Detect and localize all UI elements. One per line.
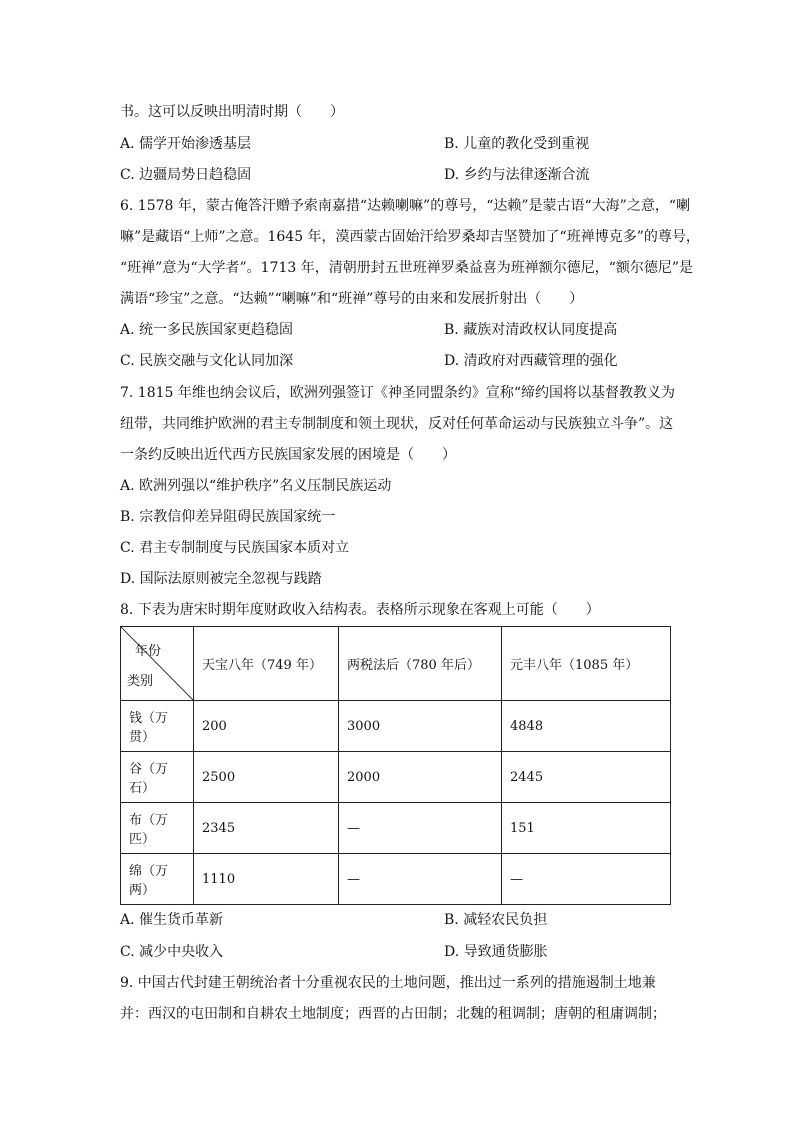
- diagonal-line: [121, 627, 193, 700]
- q5-option-d: D. 乡约与法律逐渐合流: [444, 167, 590, 183]
- table-corner-cell: [121, 627, 194, 701]
- q8-option-c: C. 减少中央收入: [120, 944, 224, 960]
- q9-stem-line-1: 9. 中国古代封建王朝统治者十分重视农民的土地问题，推出过一系列的措施遏制土地兼: [120, 975, 656, 991]
- table-cell: 2345: [194, 803, 339, 854]
- table-cell: 2500: [194, 752, 339, 803]
- table-header-row: [121, 627, 671, 701]
- q7-stem-line-3: 一条约反映出近代西方民族国家发展的困境是（ ）: [120, 447, 456, 463]
- column-header: 天宝八年（749 年）: [194, 627, 339, 701]
- q6-option-c: C. 民族交融与文化认同加深: [120, 353, 294, 369]
- table-cell: 2445: [502, 752, 671, 803]
- table-row: [121, 701, 671, 752]
- row-label: 绵（万两）: [121, 854, 194, 905]
- column-header: 元丰八年（1085 年）: [502, 627, 671, 701]
- q6-option-d: D. 清政府对西藏管理的强化: [444, 353, 618, 369]
- q7-stem-line-1: 7. 1815 年维也纳会议后，欧洲列强签订《神圣同盟条约》宣称“缔约国将以基督教教义为: [120, 385, 676, 401]
- q8-option-a: A. 催生货币革新: [120, 912, 224, 928]
- q6-stem-line-3: “班禅”意为“大学者”。1713 年，清朝册封五世班禅罗桑益喜为班禅额尔德尼，“额尔德尼”是: [120, 260, 694, 276]
- q6-option-a: A. 统一多民族国家更趋稳固: [120, 322, 294, 338]
- q5-option-b: B. 儿童的教化受到重视: [444, 136, 590, 152]
- q6-stem-line-4: 满语“珍宝”之意。“达赖”“喇嘛”和“班禅”尊号的由来和发展折射出（ ）: [120, 291, 584, 307]
- q7-option-d: D. 国际法原则被完全忽视与践踏: [120, 571, 322, 587]
- table-cell: 200: [194, 701, 339, 752]
- table-cell: —: [339, 803, 502, 854]
- row-label: 谷（万石）: [121, 752, 194, 803]
- q6-stem-line-2: 嘛”是藏语“上师”之意。1645 年，漠西蒙古固始汗给罗桑却吉坚赞加了“班禅博克多”的尊号，: [120, 229, 700, 245]
- table-row: [121, 803, 671, 854]
- table-cell: 4848: [502, 701, 671, 752]
- corner-label-year: 年份: [134, 644, 161, 659]
- q5-option-a: A. 儒学开始渗透基层: [120, 136, 252, 152]
- q7-option-c: C. 君主专制制度与民族国家本质对立: [120, 540, 350, 556]
- table-row: [121, 854, 671, 905]
- table-cell: 1110: [194, 854, 339, 905]
- table-cell: 3000: [339, 701, 502, 752]
- table-cell: —: [339, 854, 502, 905]
- q8-option-b: B. 减轻农民负担: [444, 912, 548, 928]
- fiscal-revenue-table: [120, 626, 671, 905]
- q6-stem-line-1: 6. 1578 年，蒙古俺答汗赠予索南嘉措“达赖喇嘛”的尊号，“达赖”是蒙古语“大海”之意，“喇: [120, 198, 690, 214]
- column-header: 两税法后（780 年后）: [339, 627, 502, 701]
- q7-option-a: A. 欧洲列强以“维护秩序”名义压制民族运动: [120, 478, 392, 494]
- q6-option-b: B. 藏族对清政权认同度提高: [444, 322, 618, 338]
- table-cell: —: [502, 854, 671, 905]
- table-row: [121, 752, 671, 803]
- table-cell: 2000: [339, 752, 502, 803]
- corner-label-category: 类别: [127, 674, 154, 689]
- table-cell: 151: [502, 803, 671, 854]
- q8-stem: 8. 下表为唐宋时期年度财政收入结构表。表格所示现象在客观上可能（ ）: [120, 602, 600, 618]
- q5-option-c: C. 边疆局势日趋稳固: [120, 167, 252, 183]
- q9-stem-line-2: 并：西汉的屯田制和自耕农土地制度；西晋的占田制；北魏的租调制；唐朝的租庸调制；: [120, 1006, 666, 1022]
- row-label: 布（万匹）: [121, 803, 194, 854]
- q7-stem-line-2: 纽带，共同维护欧洲的君主专制制度和领土现状，反对任何革命运动与民族独立斗争”。这: [120, 416, 674, 432]
- q8-option-d: D. 导致通货膨胀: [444, 944, 548, 960]
- q7-option-b: B. 宗教信仰差异阻碍民族国家统一: [120, 509, 336, 525]
- q5-stem-tail: 书。这可以反映出明清时期（ ）: [120, 104, 344, 120]
- row-label: 钱（万贯）: [121, 701, 194, 752]
